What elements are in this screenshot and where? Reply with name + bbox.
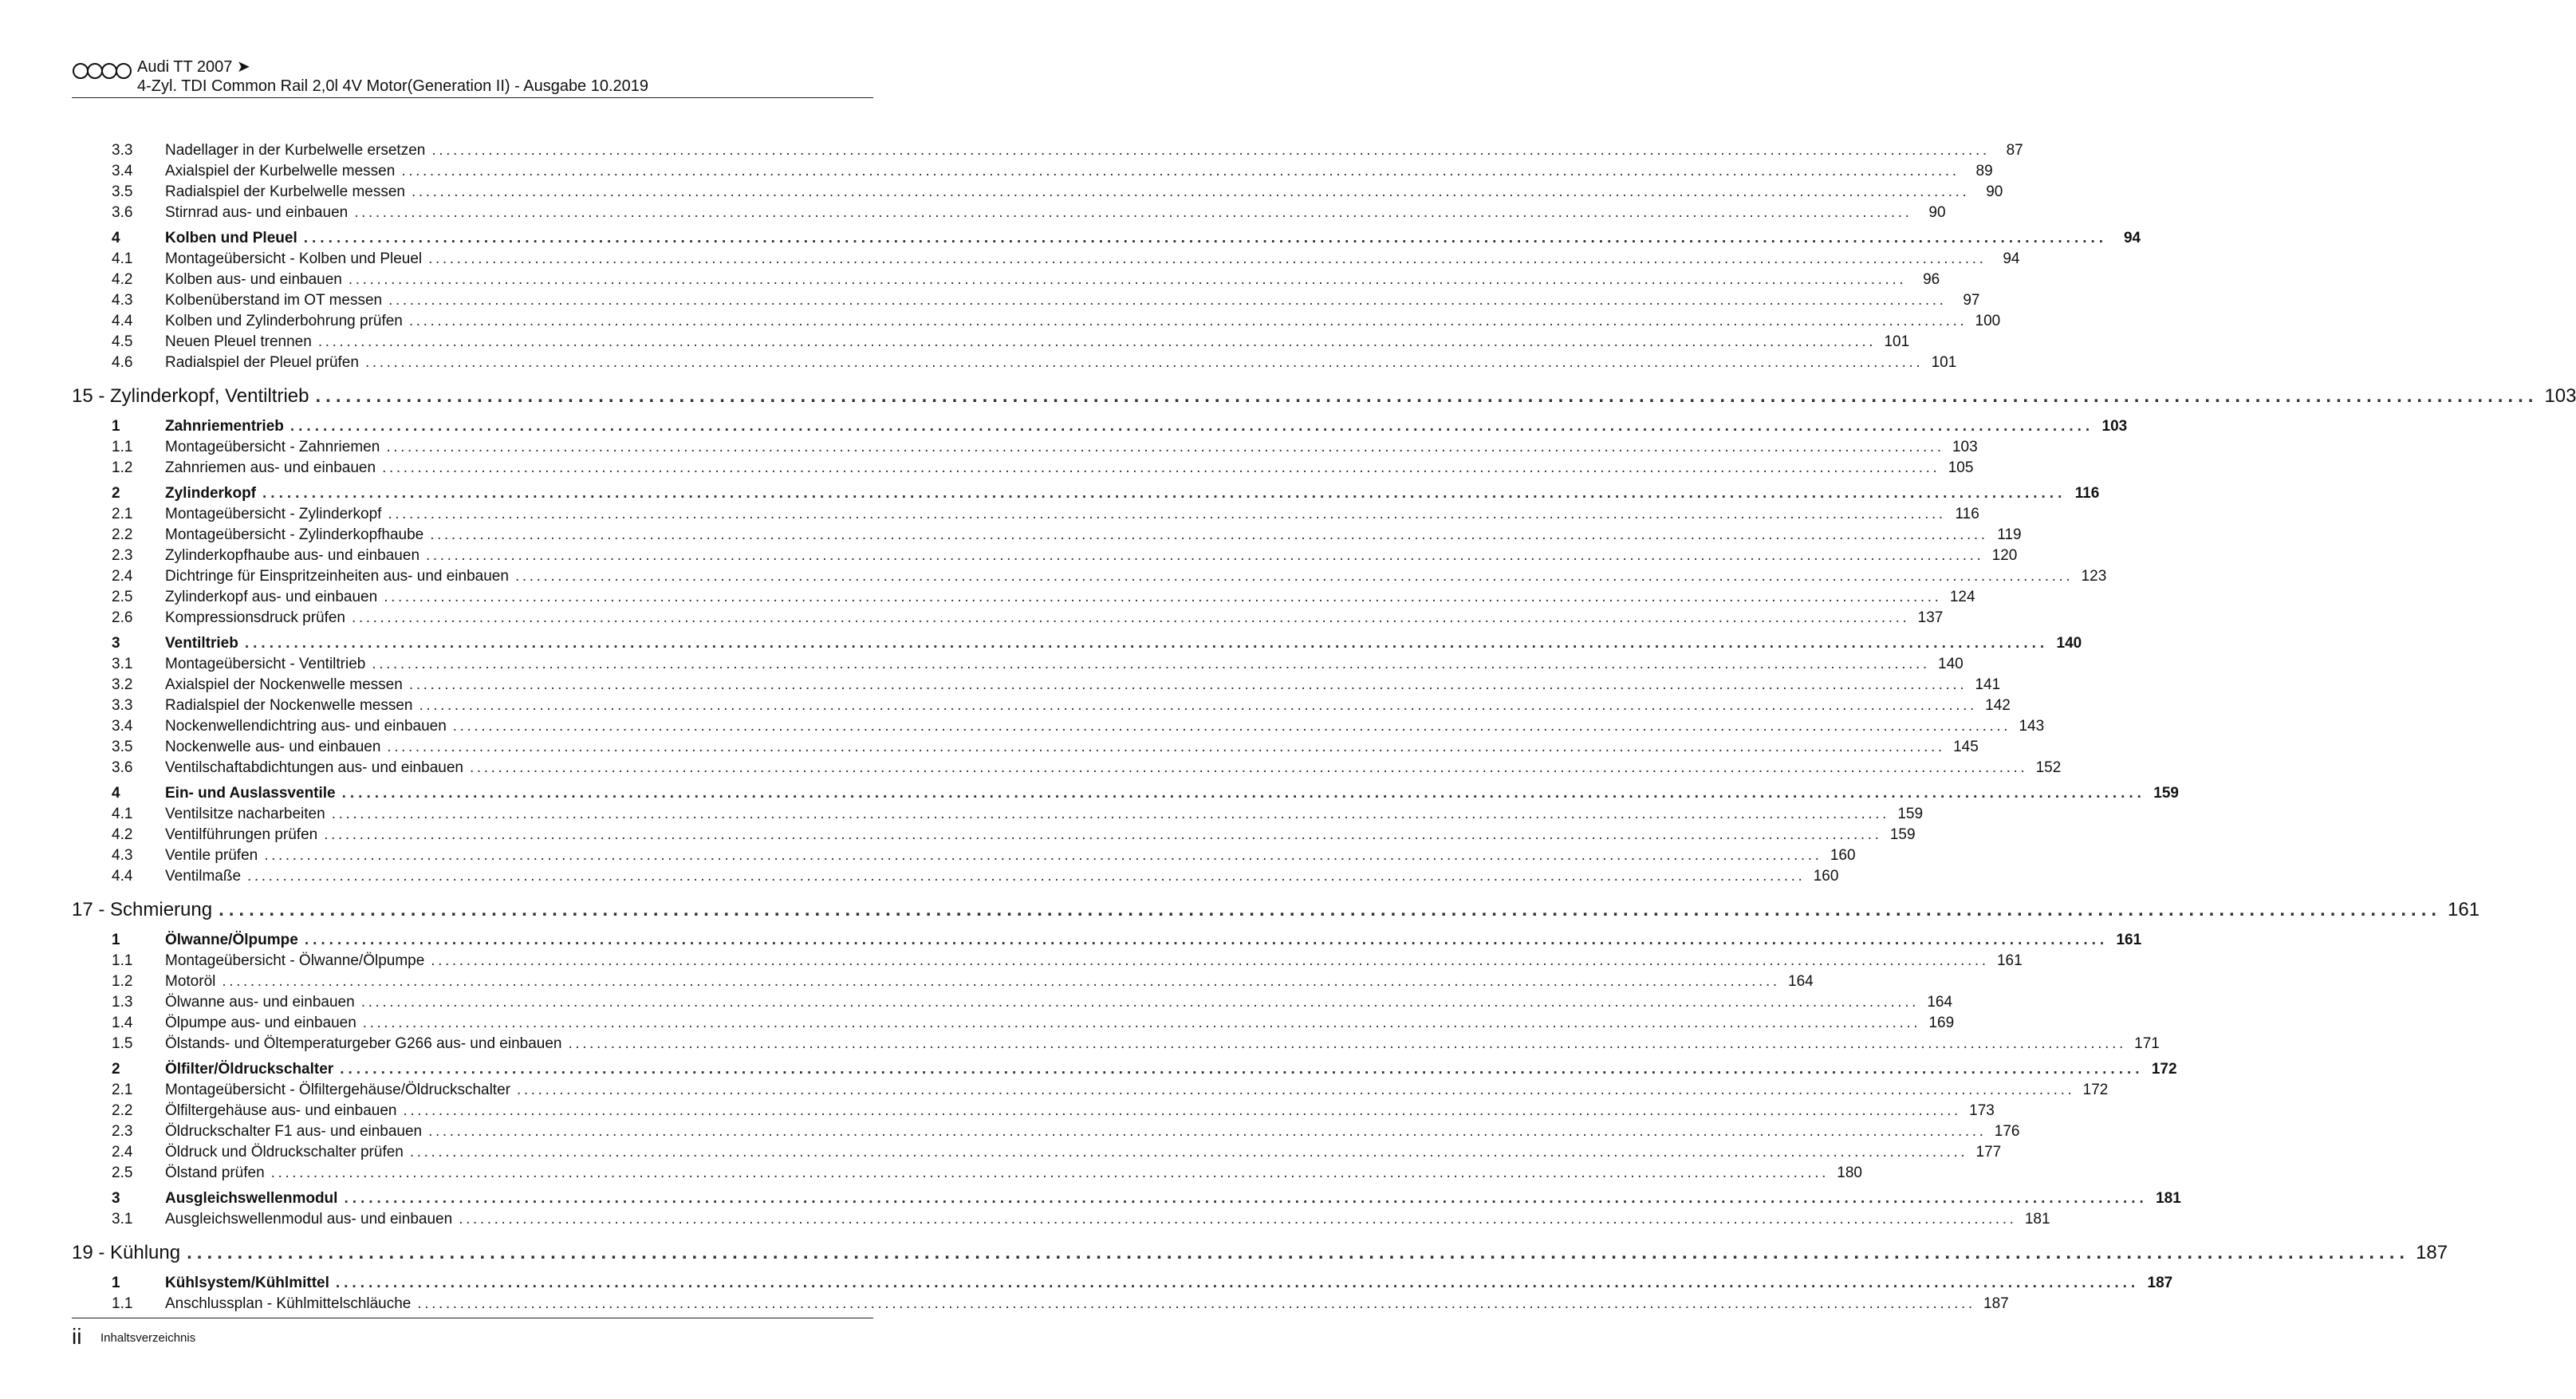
toc-section[interactable] (72, 228, 2141, 249)
toc-entry-title: Neuen Pleuel trennen (165, 332, 318, 353)
toc-entry[interactable] (72, 353, 1957, 373)
toc-entry-title: Zahnriemen aus- und einbauen (165, 458, 382, 479)
toc-entry-title: Ölfiltergehäuse aus- und einbauen (165, 1101, 403, 1121)
toc-entry-title: Kühlsystem/Kühlmittel (165, 1273, 336, 1294)
toc-entry-number: 2.4 (112, 1144, 133, 1161)
toc-entry-title: Ventilschaftabdichtungen aus- und einbauen (165, 758, 470, 778)
toc-entry-page: 161 (1996, 952, 2023, 969)
table-of-contents (72, 140, 2576, 1314)
toc-entry-title: Montageübersicht - Zahnriemen (165, 437, 386, 458)
toc-entry-title: Montageübersicht - Ventiltrieb (165, 654, 372, 675)
toc-entry-number: 4.3 (112, 847, 133, 864)
toc-entry[interactable] (72, 737, 1979, 758)
toc-entry-title: Axialspiel der Kurbelwelle messen (165, 161, 401, 182)
toc-chapter[interactable] (72, 895, 2480, 925)
toc-entry-number: 1.1 (112, 439, 133, 455)
toc-entry-number: 3.3 (112, 697, 133, 714)
toc-entry[interactable] (72, 1294, 2009, 1314)
toc-entry-page: 180 (1837, 1165, 1862, 1181)
toc-entry-title: Kolben und Pleuel (165, 228, 304, 249)
toc-entry-page: 90 (1928, 204, 1946, 221)
dot-leader: ............................................................................................................................................................................................................................ (344, 1190, 2148, 1207)
toc-entry[interactable] (72, 546, 2018, 566)
toc-entry[interactable] (72, 716, 2045, 737)
toc-section[interactable] (72, 1273, 2173, 1294)
dot-leader: ............................................................................................................................................................................................................................ (290, 418, 2094, 435)
toc-entry-page: 103 (2544, 385, 2576, 407)
toc-entry-title: Öldruckschalter F1 aus- und einbauen (165, 1121, 428, 1142)
toc-entry-page: 181 (2156, 1190, 2181, 1207)
dot-leader: ............................................................................................................................................................................................................................ (408, 676, 1967, 693)
toc-entry-title: Ventilsitze nacharbeiten (165, 804, 332, 825)
toc-entry-number: 3.1 (112, 656, 133, 672)
toc-entry[interactable] (72, 504, 1979, 525)
toc-entry[interactable] (72, 140, 2023, 161)
toc-entry-number: 4.5 (112, 333, 133, 350)
toc-entry[interactable] (72, 1034, 2160, 1054)
dot-leader: ............................................................................................................................................................................................................................ (384, 589, 1942, 605)
toc-entry-title: Montageübersicht - Ölwanne/Ölpumpe (165, 951, 431, 971)
toc-entry-number: 4.2 (112, 271, 133, 288)
toc-entry-title: Kolbenüberstand im OT messen (165, 290, 388, 311)
toc-entry[interactable] (72, 654, 1964, 675)
dot-leader: ............................................................................................................................................................................................................................ (244, 635, 2049, 652)
toc-entry-number: 1.2 (112, 973, 133, 990)
toc-section[interactable] (72, 783, 2179, 804)
toc-entry-page: 160 (1830, 847, 1856, 864)
toc-entry-title: Kolben und Zylinderbohrung prüfen (165, 311, 409, 332)
toc-entry-number: 4 (112, 785, 120, 802)
dot-leader: ............................................................................................................................................................................................................................ (222, 973, 1780, 990)
dot-leader: ............................................................................................................................................................................................................................ (187, 1242, 2410, 1263)
toc-entry[interactable] (72, 1080, 2109, 1101)
toc-entry-number: 1.1 (112, 1295, 133, 1312)
toc-entry-title: Dichtringe für Einspritzeinheiten aus- und einbauen (165, 566, 515, 587)
toc-entry-number: 3.6 (112, 204, 133, 221)
dot-leader: ............................................................................................................................................................................................................................ (340, 1061, 2144, 1078)
toc-entry-number: 2.1 (112, 1082, 133, 1098)
toc-entry-number: 2.6 (112, 609, 133, 626)
dot-leader: ............................................................................................................................................................................................................................ (219, 899, 2442, 920)
toc-entry-page: 140 (1938, 656, 1964, 672)
toc-section[interactable] (72, 483, 2100, 504)
toc-entry-number: 1 (112, 418, 120, 435)
toc-entry-page: 101 (1884, 333, 1910, 350)
dot-leader: ............................................................................................................................................................................................................................ (412, 183, 1970, 200)
toc-entry[interactable] (72, 951, 2023, 971)
toc-entry-number: 1.2 (112, 459, 133, 476)
toc-entry-page: 116 (1955, 506, 1979, 522)
toc-entry-title: Montageübersicht - Kolben und Pleuel (165, 249, 428, 270)
toc-entry-page: 120 (1991, 547, 2018, 564)
toc-entry-number: 3.4 (112, 163, 133, 179)
toc-entry-page: 159 (2153, 785, 2179, 802)
toc-entry[interactable] (72, 311, 2001, 332)
toc-entry-title: 19 - Kühlung (72, 1238, 187, 1268)
toc-entry[interactable] (72, 525, 2022, 546)
toc-entry-title: Anschlussplan - Kühlmittelschläuche (165, 1294, 417, 1314)
toc-entry-number: 1.3 (112, 994, 133, 1011)
dot-leader: ............................................................................................................................................................................................................................ (341, 785, 2145, 802)
dot-leader: ............................................................................................................................................................................................................................ (264, 847, 1822, 864)
dot-leader: ............................................................................................................................................................................................................................ (417, 1295, 1975, 1312)
toc-entry-title: Kolben aus- und einbauen (165, 270, 349, 290)
toc-entry-number: 2.3 (112, 1123, 133, 1140)
toc-entry-title: Kompressionsdruck prüfen (165, 608, 352, 629)
toc-entry[interactable] (72, 1163, 1862, 1184)
toc-entry[interactable] (72, 675, 2001, 696)
toc-entry-page: 97 (1963, 292, 1980, 309)
dot-leader: ............................................................................................................................................................................................................................ (428, 250, 1987, 267)
toc-entry-title: Nockenwellendichtring aus- und einbauen (165, 716, 453, 737)
toc-entry-page: 173 (1969, 1102, 1995, 1119)
toc-entry-number: 4 (112, 230, 120, 246)
toc-section[interactable] (72, 416, 2128, 437)
toc-entry-number: 4.6 (112, 354, 133, 371)
toc-entry-page: 105 (1948, 459, 1974, 476)
toc-entry-title: Ventilführungen prüfen (165, 825, 324, 845)
dot-leader: ............................................................................................................................................................................................................................ (419, 697, 1977, 714)
toc-entry[interactable] (72, 203, 1946, 223)
toc-chapter[interactable] (72, 381, 2576, 412)
toc-chapter[interactable] (72, 1238, 2448, 1268)
toc-entry[interactable] (72, 270, 1940, 290)
toc-entry[interactable] (72, 992, 1953, 1013)
dot-leader: ............................................................................................................................................................................................................................ (469, 759, 2028, 776)
toc-entry-title: Montageübersicht - Ölfiltergehäuse/Öldruckschalter (165, 1080, 517, 1101)
toc-entry[interactable] (72, 1013, 1955, 1034)
header-subtitle: 4-Zyl. TDI Common Rail 2,0l 4V Motor(Generation II) - Ausgabe 10.2019 (137, 77, 649, 95)
audi-rings-logo (72, 62, 132, 80)
toc-entry-number: 2.3 (112, 547, 133, 564)
toc-entry-page: 87 (2006, 142, 2023, 159)
toc-entry[interactable] (72, 161, 1993, 182)
toc-entry-page: 159 (1889, 826, 1916, 843)
toc-entry-page: 187 (1983, 1295, 2009, 1312)
toc-entry-title: Nockenwelle aus- und einbauen (165, 737, 387, 758)
toc-entry-title: Montageübersicht - Zylinderkopfhaube (165, 525, 430, 546)
dot-leader: ............................................................................................................................................................................................................................ (304, 932, 2109, 948)
footer-label: Inhaltsverzeichnis (100, 1331, 196, 1345)
toc-entry-title: 15 - Zylinderkopf, Ventiltrieb (72, 381, 315, 412)
toc-entry-page: 159 (1897, 806, 1924, 822)
toc-entry-number: 4.1 (112, 250, 133, 267)
dot-leader: ............................................................................................................................................................................................................................ (409, 1144, 1968, 1161)
toc-entry-page: 94 (2003, 250, 2020, 267)
dot-leader: ............................................................................................................................................................................................................................ (403, 1102, 1961, 1119)
toc-entry-page: 177 (1975, 1144, 2002, 1161)
dot-leader: ............................................................................................................................................................................................................................ (388, 506, 1946, 522)
toc-entry[interactable] (72, 182, 2003, 203)
header-title: Audi TT 2007 ➤ (137, 58, 250, 76)
toc-entry[interactable] (72, 332, 1910, 353)
toc-entry-page: 103 (2101, 418, 2128, 435)
dot-leader: ............................................................................................................................................................................................................................ (568, 1035, 2126, 1052)
toc-entry-title: Öldruck und Öldruckschalter prüfen (165, 1142, 410, 1163)
toc-entry-number: 3.5 (112, 739, 133, 755)
toc-entry-page: 172 (2151, 1061, 2177, 1078)
toc-entry-title: Zylinderkopf aus- und einbauen (165, 587, 384, 608)
toc-entry-page: 187 (2416, 1242, 2448, 1263)
dot-leader: ............................................................................................................................................................................................................................ (303, 230, 2108, 246)
toc-entry-title: Ölstand prüfen (165, 1163, 271, 1184)
toc-entry-title: Zylinderkopfhaube aus- und einbauen (165, 546, 426, 566)
toc-entry-number: 2.2 (112, 1102, 133, 1119)
toc-entry-page: 89 (1975, 163, 1993, 179)
dot-leader: ............................................................................................................................................................................................................................ (428, 1123, 1987, 1140)
toc-entry-page: 143 (2019, 718, 2045, 735)
toc-entry-number: 3.3 (112, 142, 133, 159)
toc-entry-page: 90 (1986, 183, 2003, 200)
dot-leader: ............................................................................................................................................................................................................................ (372, 656, 1930, 672)
dot-leader: ............................................................................................................................................................................................................................ (335, 1275, 2140, 1291)
toc-entry-title: 17 - Schmierung (72, 895, 219, 925)
toc-entry[interactable] (72, 696, 2011, 716)
toc-entry-page: 172 (2082, 1082, 2109, 1098)
toc-entry[interactable] (72, 971, 1814, 992)
toc-entry-page: 176 (1994, 1123, 2020, 1140)
toc-entry-title: Ölwanne aus- und einbauen (165, 992, 361, 1013)
toc-entry-number: 3.1 (112, 1211, 133, 1228)
toc-entry[interactable] (72, 845, 1856, 866)
toc-entry-page: 171 (2134, 1035, 2160, 1052)
toc-entry-page: 187 (2147, 1275, 2173, 1291)
dot-leader: ............................................................................................................................................................................................................................ (459, 1211, 2017, 1228)
dot-leader: ............................................................................................................................................................................................................................ (262, 485, 2066, 502)
toc-entry[interactable] (72, 608, 1944, 629)
toc-entry-page: 124 (1949, 589, 1975, 605)
toc-entry-page: 152 (2035, 759, 2062, 776)
toc-entry-number: 3.4 (112, 718, 133, 735)
toc-entry-title: Ölstands- und Öltemperaturgeber G266 aus- und einbauen (165, 1034, 568, 1054)
toc-entry-title: Ölfilter/Öldruckschalter (165, 1059, 340, 1080)
dot-leader: ............................................................................................................................................................................................................................ (354, 204, 1912, 221)
toc-entry-number: 2 (112, 485, 120, 502)
dot-leader: ............................................................................................................................................................................................................................ (348, 271, 1907, 288)
toc-entry[interactable] (72, 458, 1974, 479)
dot-leader: ............................................................................................................................................................................................................................ (431, 952, 1989, 969)
toc-section[interactable] (72, 1188, 2181, 1209)
toc-entry[interactable] (72, 566, 2107, 587)
toc-entry-page: 164 (1788, 973, 1814, 990)
toc-entry-number: 2.5 (112, 589, 133, 605)
toc-entry[interactable] (72, 437, 1978, 458)
toc-entry-number: 3 (112, 635, 120, 652)
toc-entry-title: Montageübersicht - Zylinderkopf (165, 504, 388, 525)
dot-leader: ............................................................................................................................................................................................................................ (387, 739, 1945, 755)
toc-entry-page: 94 (2123, 230, 2141, 246)
dot-leader: ............................................................................................................................................................................................................................ (386, 439, 1944, 455)
toc-entry-title: Stirnrad aus- und einbauen (165, 203, 354, 223)
toc-entry-number: 3.2 (112, 676, 133, 693)
toc-entry-number: 4.4 (112, 868, 133, 885)
dot-leader: ............................................................................................................................................................................................................................ (382, 459, 1940, 476)
dot-leader: ............................................................................................................................................................................................................................ (360, 994, 1920, 1011)
toc-entry[interactable] (72, 1209, 2050, 1230)
toc-entry-page: 142 (1985, 697, 2011, 714)
toc-entry-page: 116 (2074, 485, 2100, 502)
toc-entry-title: Axialspiel der Nockenwelle messen (165, 675, 409, 696)
page-header (72, 57, 873, 99)
toc-entry-number: 1 (112, 932, 120, 948)
toc-entry-page: 140 (2056, 635, 2082, 652)
toc-entry-number: 1.4 (112, 1015, 133, 1031)
dot-leader: ............................................................................................................................................................................................................................ (426, 547, 1984, 564)
toc-entry-page: 160 (1813, 868, 1839, 885)
dot-leader: ............................................................................................................................................................................................................................ (352, 609, 1910, 626)
footer-page-number: ii (72, 1324, 82, 1349)
toc-entry-number: 1.5 (112, 1035, 133, 1052)
toc-entry-title: Ventilmaße (165, 866, 247, 887)
toc-entry-page: 137 (1917, 609, 1944, 626)
toc-entry-page: 164 (1927, 994, 1953, 1011)
toc-entry-number: 4.3 (112, 292, 133, 309)
toc-entry-page: 181 (2024, 1211, 2050, 1228)
toc-entry-number: 2.4 (112, 568, 133, 585)
toc-entry-number: 4.4 (112, 313, 133, 329)
dot-leader: ............................................................................................................................................................................................................................ (315, 385, 2539, 407)
toc-entry-title: Ölwanne/Ölpumpe (165, 930, 305, 951)
toc-section[interactable] (72, 930, 2142, 951)
toc-entry-page: 161 (2116, 932, 2142, 948)
dot-leader: ............................................................................................................................................................................................................................ (317, 333, 1877, 350)
toc-entry-number: 2.2 (112, 526, 133, 543)
toc-entry-number: 4.2 (112, 826, 133, 843)
toc-entry-page: 119 (1997, 526, 2022, 543)
dot-leader: ............................................................................................................................................................................................................................ (452, 718, 2011, 735)
dot-leader: ............................................................................................................................................................................................................................ (401, 163, 1960, 179)
toc-entry-title: Ein- und Auslassventile (165, 783, 342, 804)
toc-entry-page: 123 (2081, 568, 2107, 585)
toc-entry-title: Radialspiel der Nockenwelle messen (165, 696, 419, 716)
toc-entry-number: 4.1 (112, 806, 133, 822)
toc-entry-number: 2 (112, 1061, 120, 1078)
dot-leader: ............................................................................................................................................................................................................................ (516, 1082, 2075, 1098)
dot-leader: ............................................................................................................................................................................................................................ (430, 526, 1988, 543)
toc-entry[interactable] (72, 758, 2062, 778)
dot-leader: ............................................................................................................................................................................................................................ (362, 1015, 1921, 1031)
toc-entry-title: Ventiltrieb (165, 633, 245, 654)
toc-entry-title: Zylinderkopf (165, 483, 262, 504)
dot-leader: ............................................................................................................................................................................................................................ (431, 142, 1990, 159)
dot-leader: ............................................................................................................................................................................................................................ (388, 292, 1947, 309)
toc-entry-title: Radialspiel der Kurbelwelle messen (165, 182, 412, 203)
dot-leader: ............................................................................................................................................................................................................................ (408, 313, 1967, 329)
toc-entry-number: 2.1 (112, 506, 133, 522)
toc-entry[interactable] (72, 1121, 2020, 1142)
toc-entry-page: 169 (1928, 1015, 1955, 1031)
toc-entry-title: Ausgleichswellenmodul (165, 1188, 344, 1209)
toc-entry-page: 96 (1923, 271, 1940, 288)
dot-leader: ............................................................................................................................................................................................................................ (324, 826, 1882, 843)
dot-leader: ............................................................................................................................................................................................................................ (364, 354, 1924, 371)
toc-entry[interactable] (72, 1101, 1995, 1121)
toc-entry-number: 3.5 (112, 183, 133, 200)
dot-leader: ............................................................................................................................................................................................................................ (331, 806, 1890, 822)
toc-entry[interactable] (72, 825, 1916, 845)
toc-entry[interactable] (72, 290, 1980, 311)
toc-entry[interactable] (72, 249, 2020, 270)
toc-entry-page: 101 (1931, 354, 1957, 371)
toc-entry-page: 141 (1975, 676, 2001, 693)
toc-entry-title: Radialspiel der Pleuel prüfen (165, 353, 365, 373)
toc-entry-number: 3.6 (112, 759, 133, 776)
toc-section[interactable] (72, 633, 2082, 654)
toc-entry-page: 100 (1975, 313, 2001, 329)
toc-entry-title: Ausgleichswellenmodul aus- und einbauen (165, 1209, 459, 1230)
dot-leader: ............................................................................................................................................................................................................................ (514, 568, 2074, 585)
toc-entry-number: 2.5 (112, 1165, 133, 1181)
toc-entry-title: Ölpumpe aus- und einbauen (165, 1013, 363, 1034)
toc-entry-number: 1 (112, 1275, 120, 1291)
toc-section[interactable] (72, 1059, 2177, 1080)
toc-entry[interactable] (72, 587, 1975, 608)
dot-leader: ............................................................................................................................................................................................................................ (247, 868, 1806, 885)
toc-entry-number: 3 (112, 1190, 120, 1207)
toc-entry-number: 1.1 (112, 952, 133, 969)
toc-entry-title: Motoröl (165, 971, 222, 992)
toc-entry-title: Nadellager in der Kurbelwelle ersetzen (165, 140, 431, 161)
toc-entry[interactable] (72, 804, 1924, 825)
toc-entry-page: 145 (1953, 739, 1979, 755)
toc-entry-title: Ventile prüfen (165, 845, 264, 866)
toc-entry-page: 103 (1952, 439, 1978, 455)
toc-entry-title: Zahnriementrieb (165, 416, 290, 437)
dot-leader: ............................................................................................................................................................................................................................ (270, 1165, 1829, 1181)
header-divider (72, 97, 873, 98)
toc-entry[interactable] (72, 866, 1839, 887)
toc-entry[interactable] (72, 1142, 2002, 1163)
toc-entry-page: 161 (2448, 899, 2480, 920)
